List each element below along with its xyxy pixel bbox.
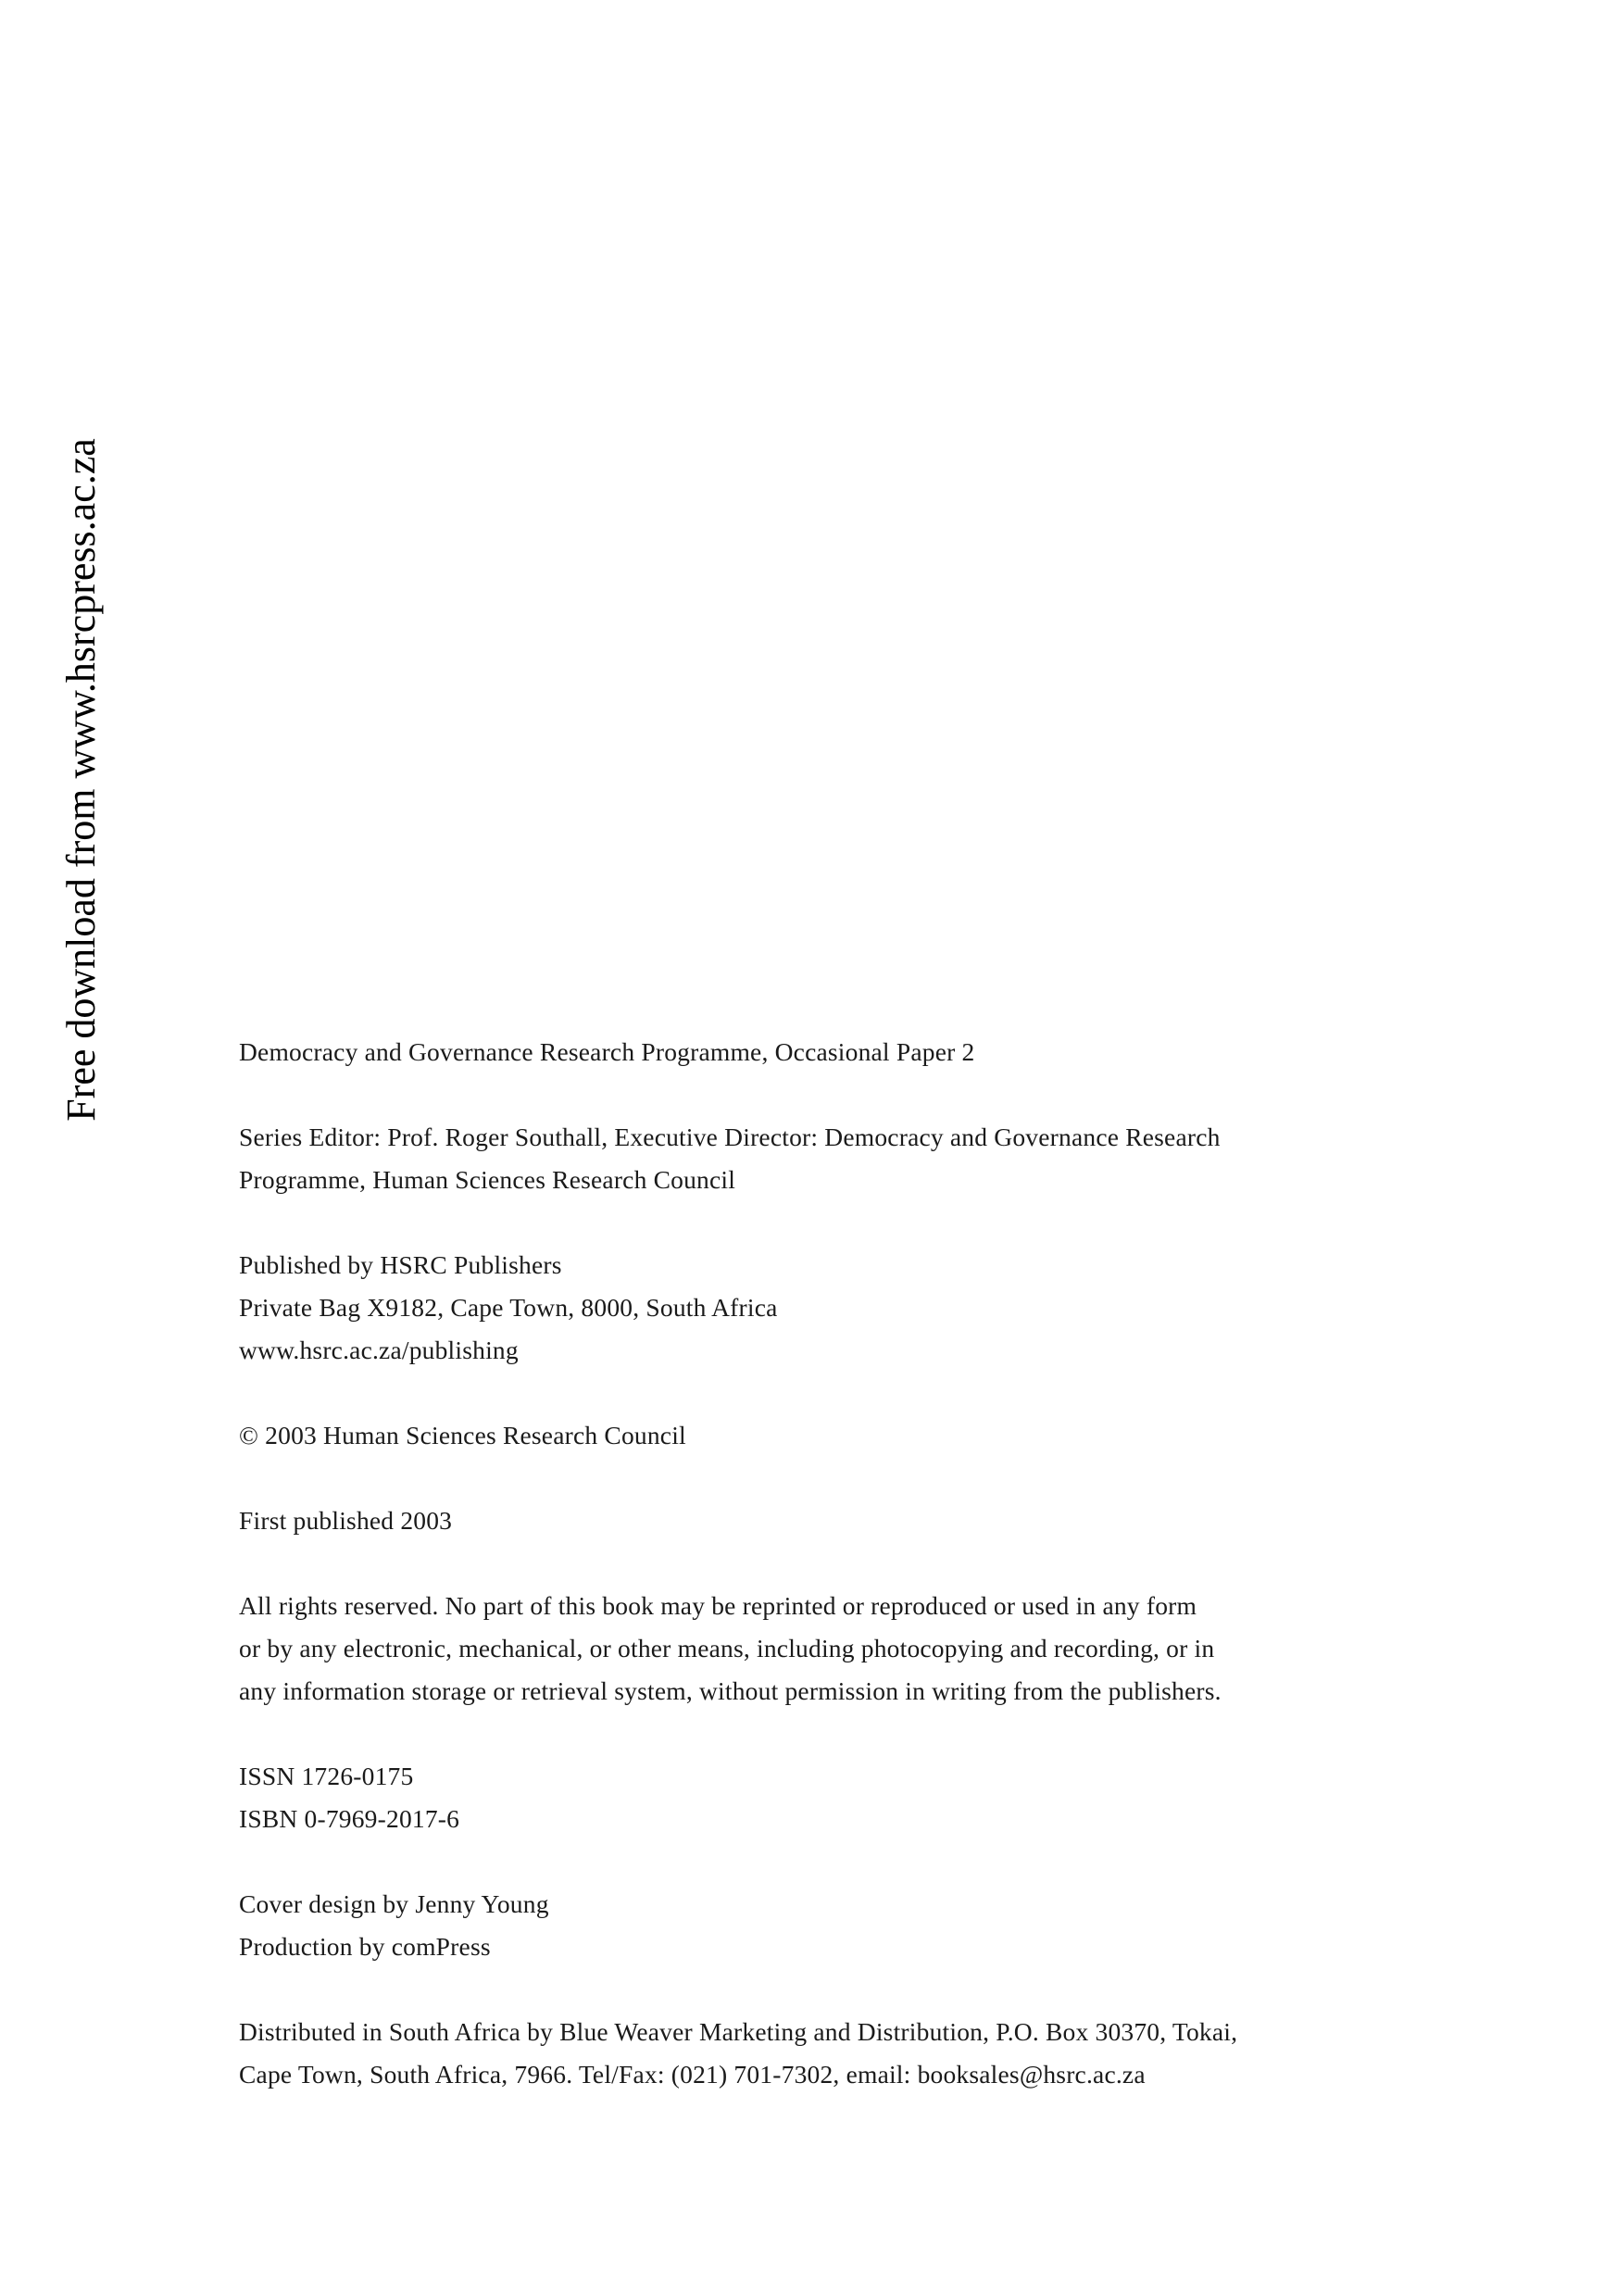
- publisher-name: Published by HSRC Publishers: [239, 1250, 562, 1279]
- rights-line: or by any electronic, mechanical, or other means, including photocopying and recording, or in: [239, 1634, 1215, 1662]
- series-line: Democracy and Governance Research Programme, Occasional Paper 2: [239, 1037, 975, 1066]
- distribution-line: Cape Town, South Africa, 7966. Tel/Fax: (021) 701-7302, email: booksales@hsrc.ac.za: [239, 2060, 1146, 2089]
- publisher-url: www.hsrc.ac.za/publishing: [239, 1336, 519, 1364]
- issn: ISSN 1726-0175: [239, 1762, 414, 1790]
- first-published: [239, 1499, 1397, 1542]
- editor-line: Series Editor: Prof. Roger Southall, Executive Director: Democracy and Governance Research: [239, 1123, 1221, 1151]
- rights-line: any information storage or retrieval system, without permission in writing from the publishers.: [239, 1676, 1222, 1705]
- production-credit: Production by comPress: [239, 1932, 491, 1961]
- rights-statement: [239, 1585, 1397, 1713]
- distribution-line: Distributed in South Africa by Blue Weaver Marketing and Distribution, P.O. Box 30370, Tokai,: [239, 2017, 1238, 2046]
- isbn: ISBN 0-7969-2017-6: [239, 1804, 460, 1833]
- credits-block: [239, 1883, 1397, 1968]
- distribution-block: [239, 2011, 1397, 2096]
- rights-line: All rights reserved. No part of this book may be reprinted or reproduced or used in any form: [239, 1591, 1197, 1620]
- series-title: [239, 1031, 1397, 1073]
- editor-line: Programme, Human Sciences Research Council: [239, 1165, 736, 1194]
- publisher-block: [239, 1244, 1397, 1372]
- copyright-line: © 2003 Human Sciences Research Council: [239, 1421, 686, 1449]
- copyright-notice: [239, 1414, 1397, 1457]
- publisher-address: Private Bag X9182, Cape Town, 8000, South Africa: [239, 1293, 778, 1322]
- first-published-line: First published 2003: [239, 1506, 453, 1535]
- imprint-page: [239, 1031, 1397, 2096]
- series-editor: [239, 1116, 1397, 1201]
- cover-design-credit: Cover design by Jenny Young: [239, 1889, 549, 1918]
- identifiers-block: [239, 1755, 1397, 1840]
- download-watermark: Free download from www.hsrcpress.ac.za: [58, 438, 104, 1122]
